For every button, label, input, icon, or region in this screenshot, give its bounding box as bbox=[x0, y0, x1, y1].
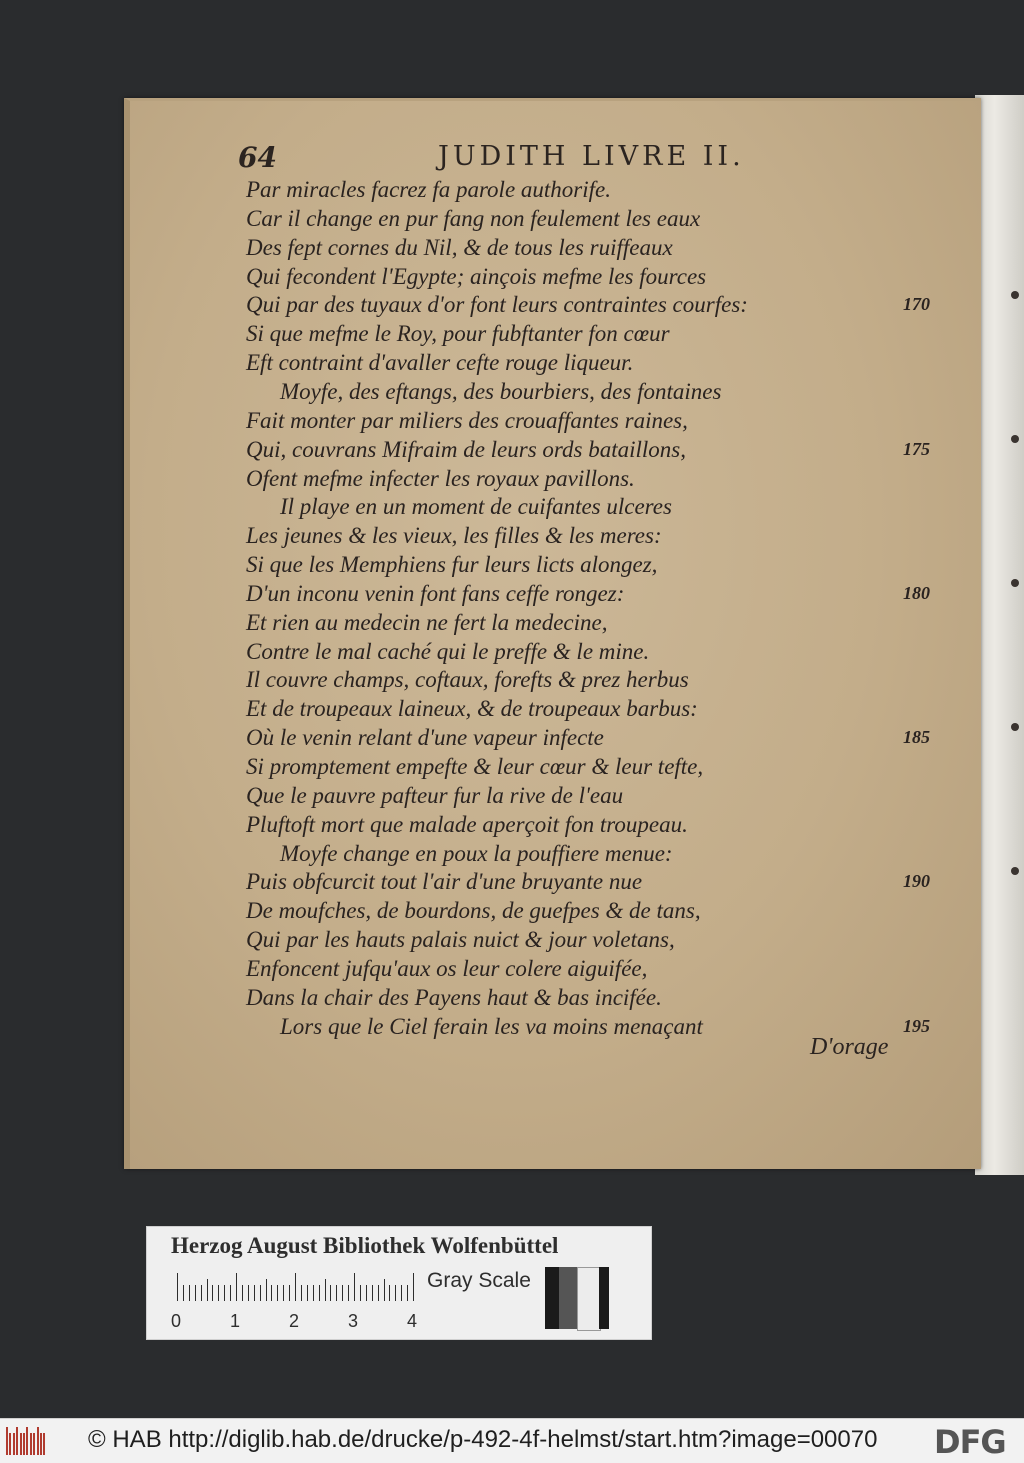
ruler-tick bbox=[360, 1285, 361, 1301]
dfg-logo: DFG bbox=[934, 1423, 1006, 1461]
gray-swatch-dark bbox=[559, 1267, 577, 1329]
text-line: Par miracles facrez fa parole authorife. bbox=[246, 177, 611, 202]
page-number: 64 bbox=[238, 141, 277, 174]
text-line: Les jeunes & les vieux, les filles & les meres: bbox=[246, 523, 662, 549]
text-line: Et de troupeaux laineux, & de troupeaux barbus: bbox=[246, 696, 698, 722]
ruler-number: 1 bbox=[230, 1311, 241, 1331]
ruler-tick bbox=[389, 1285, 390, 1301]
ruler-tick bbox=[354, 1273, 355, 1301]
text-line: Enfoncent jufqu'aux os leur colere aiguifée, bbox=[246, 955, 648, 981]
ruler-number: 4 bbox=[407, 1311, 418, 1331]
running-title: JUDITH LIVRE II. bbox=[438, 141, 745, 172]
ruler-tick bbox=[313, 1285, 314, 1301]
line-number: 185 bbox=[903, 727, 930, 748]
line-number: 180 bbox=[903, 582, 930, 603]
ruler-number: 0 bbox=[171, 1311, 182, 1331]
gray-swatch-black bbox=[545, 1267, 559, 1329]
hab-logo-icon bbox=[6, 1427, 46, 1455]
ruler bbox=[171, 1271, 415, 1311]
text-line: Que le pauvre pafteur fur la rive de l'eau bbox=[246, 782, 624, 808]
ruler-tick bbox=[301, 1285, 302, 1301]
text-line: Moyfe, des eftangs, des bourbiers, des fontaines bbox=[280, 378, 722, 404]
ruler-tick bbox=[307, 1285, 308, 1301]
line-number: 195 bbox=[903, 1015, 930, 1036]
ruler-tick bbox=[366, 1285, 367, 1301]
text-line: Contre le mal caché qui le preffe & le mine. bbox=[246, 638, 650, 664]
ruler-tick bbox=[325, 1279, 326, 1301]
line-number: 175 bbox=[903, 438, 930, 459]
ruler-tick bbox=[395, 1285, 396, 1301]
text-line: Car il change en pur fang non feulement les eaux bbox=[246, 205, 701, 231]
catchword: D'orage bbox=[810, 1034, 889, 1060]
facing-page-edge bbox=[975, 95, 1024, 1175]
ruler-tick bbox=[230, 1285, 231, 1301]
ruler-tick bbox=[207, 1279, 208, 1301]
ruler-tick bbox=[195, 1285, 196, 1301]
text-line: Où le venin relant d'une vapeur infecte bbox=[246, 725, 604, 751]
ruler-tick bbox=[277, 1285, 278, 1301]
ruler-tick bbox=[378, 1285, 379, 1301]
text-line: Qui par les hauts palais nuict & jour voletans, bbox=[246, 927, 675, 953]
ruler-tick bbox=[319, 1285, 320, 1301]
text-line: Qui, couvrans Mifraim de leurs ords bataillons, bbox=[246, 436, 686, 462]
line-number: 190 bbox=[903, 871, 930, 892]
ruler-tick bbox=[260, 1285, 261, 1301]
gray-swatch-black-end bbox=[599, 1267, 609, 1329]
ruler-tick bbox=[413, 1273, 414, 1301]
text-line: Dans la chair des Payens haut & bas incifée. bbox=[246, 984, 662, 1010]
text-line: Puis obfcurcit tout l'air d'une bruyante nue bbox=[246, 869, 643, 895]
ruler-tick bbox=[224, 1285, 225, 1301]
ruler-tick bbox=[336, 1285, 337, 1301]
page-header bbox=[130, 141, 981, 181]
ruler-tick bbox=[183, 1285, 184, 1301]
ruler-tick bbox=[189, 1285, 190, 1301]
ruler-number: 2 bbox=[289, 1311, 300, 1331]
line-number: 170 bbox=[903, 294, 930, 315]
credit-link[interactable]: © HAB http://diglib.hab.de/drucke/p-492-4f-helmst/start.htm?image=00070 bbox=[88, 1426, 878, 1453]
gray-swatch-light bbox=[577, 1267, 601, 1331]
ruler-tick bbox=[372, 1285, 373, 1301]
ruler-tick bbox=[407, 1285, 408, 1301]
text-line: Ofent mefme infecter les royaux pavillons. bbox=[246, 465, 635, 491]
ruler-tick bbox=[218, 1285, 219, 1301]
ruler-tick bbox=[236, 1273, 237, 1301]
ruler-tick bbox=[384, 1279, 385, 1301]
text-line: Si que les Memphiens fur leurs licts alongez, bbox=[246, 552, 658, 578]
ruler-tick bbox=[330, 1285, 331, 1301]
ruler-tick bbox=[248, 1285, 249, 1301]
text-line: Lors que le Ciel ferain les va moins menaçant bbox=[280, 1013, 703, 1039]
ruler-tick bbox=[295, 1273, 296, 1301]
book-page bbox=[124, 98, 981, 1169]
ruler-number: 3 bbox=[348, 1311, 359, 1331]
ruler-tick bbox=[271, 1285, 272, 1301]
text-line: Moyfe change en poux la pouffiere menue: bbox=[280, 840, 673, 866]
text-line: Si promptement empefte & leur cœur & leur tefte, bbox=[246, 754, 704, 779]
ruler-tick bbox=[401, 1285, 402, 1301]
text-line: Et rien au medecin ne fert la medecine, bbox=[246, 609, 608, 635]
gray-scale-label: Gray Scale bbox=[427, 1269, 531, 1292]
text-line: Des fept cornes du Nil, & de tous les ruiffeaux bbox=[246, 234, 673, 260]
ruler-tick bbox=[201, 1285, 202, 1301]
ruler-tick bbox=[254, 1285, 255, 1301]
text-line: D'un inconu venin font fans ceffe rongez: bbox=[246, 580, 625, 606]
ruler-tick bbox=[289, 1285, 290, 1301]
ruler-tick bbox=[177, 1273, 178, 1301]
text-line: Il playe en un moment de cuifantes ulceres bbox=[280, 494, 672, 520]
ruler-tick bbox=[342, 1285, 343, 1301]
text-line: Pluftoft mort que malade aperçoit fon troupeau. bbox=[246, 811, 688, 837]
text-line: Si que mefme le Roy, pour fubftanter fon cœur bbox=[246, 321, 670, 347]
text-line: Qui par des tuyaux d'or font leurs contraintes courfes: bbox=[246, 292, 748, 318]
text-line: De moufches, de bourdons, de guefpes & de tans, bbox=[246, 898, 701, 924]
scale-card bbox=[146, 1226, 652, 1340]
ruler-tick bbox=[242, 1285, 243, 1301]
footer-bar bbox=[0, 1418, 1024, 1463]
text-line: Il couvre champs, coftaux, forefts & prez herbus bbox=[246, 667, 689, 693]
library-name: Herzog August Bibliothek Wolfenbüttel bbox=[171, 1233, 559, 1258]
ruler-tick bbox=[348, 1285, 349, 1301]
ruler-tick bbox=[266, 1279, 267, 1301]
text-line: Qui fecondent l'Egypte; ainçois mefme les fources bbox=[246, 263, 707, 289]
text-line: Fait monter par miliers des crouaffantes raines, bbox=[246, 407, 688, 433]
ruler-tick bbox=[283, 1285, 284, 1301]
text-line: Eft contraint d'avaller cefte rouge liqueur. bbox=[246, 350, 634, 376]
ruler-tick bbox=[212, 1285, 213, 1301]
